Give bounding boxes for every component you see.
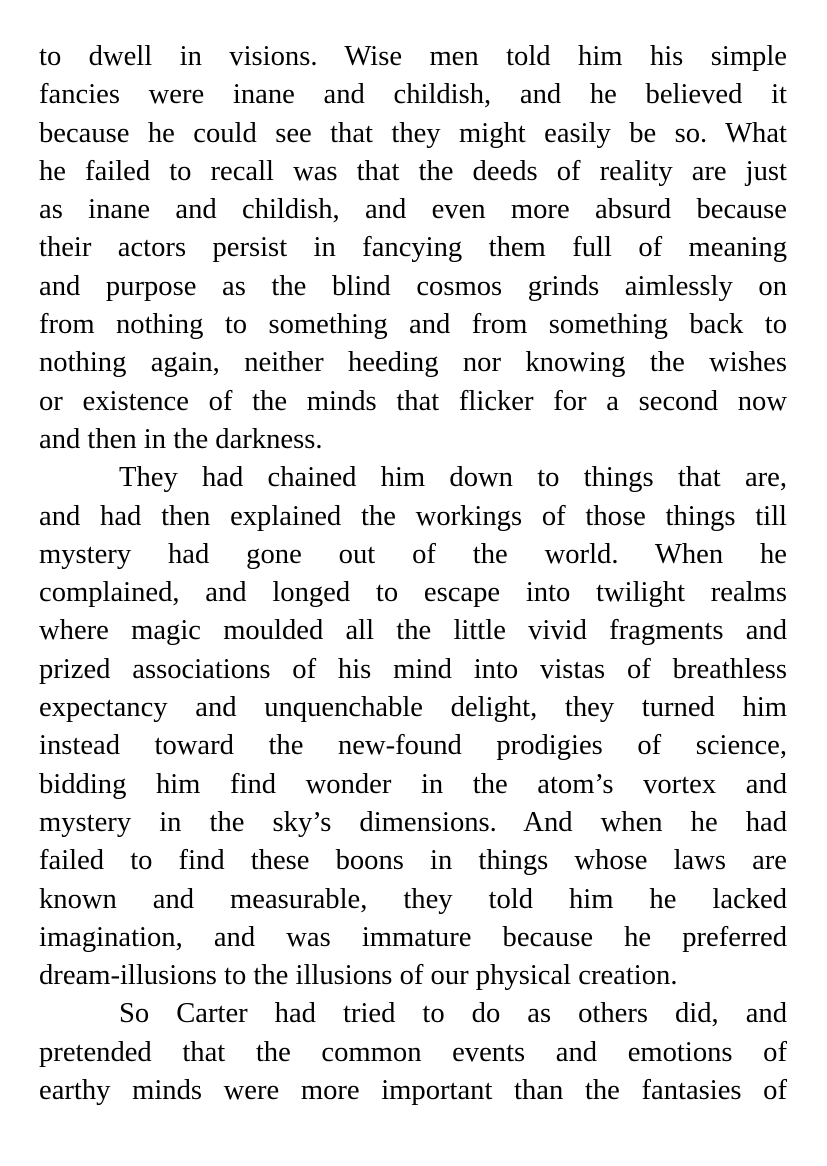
- text-line: and purpose as the blind cosmos grinds aimlessly on: [39, 270, 787, 302]
- text-line: pretended that the common events and emotions of: [39, 1036, 787, 1068]
- text-line: So Carter had tried to do as others did, and: [119, 998, 787, 1030]
- text-line: to dwell in visions. Wise men told him his simple: [39, 41, 787, 72]
- text-line: known and measurable, they told him he lacked: [39, 883, 787, 915]
- paragraph-2: [39, 459, 787, 995]
- text-line: as inane and childish, and even more absurd because: [39, 194, 787, 226]
- text-line: and had then explained the workings of those things till: [39, 500, 787, 532]
- text-line: from nothing to something and from something back to: [39, 309, 787, 341]
- text-line: where magic moulded all the little vivid fragments and: [39, 615, 787, 647]
- text-line: or existence of the minds that flicker for a second now: [39, 385, 787, 417]
- text-line: imagination, and was immature because he preferred: [39, 921, 787, 953]
- text-line: mystery in the sky’s dimensions. And when he had: [39, 806, 787, 838]
- text-line: fancies were inane and childish, and he believed it: [39, 79, 787, 111]
- text-line: earthy minds were more important than the fantasies of: [39, 1075, 787, 1107]
- text-line: expectancy and unquenchable delight, they turned him: [39, 692, 787, 724]
- text-line: instead toward the new-found prodigies of science,: [39, 730, 787, 762]
- text-line: failed to find these boons in things whose laws are: [39, 845, 787, 877]
- text-line: prized associations of his mind into vistas of breathless: [39, 653, 787, 685]
- text-line: he failed to recall was that the deeds of reality are just: [39, 155, 787, 187]
- text-line: and then in the darkness.: [39, 423, 323, 455]
- paragraph-3: [39, 995, 787, 1110]
- text-line: nothing again, neither heeding nor knowing the wishes: [39, 347, 787, 379]
- text-line: mystery had gone out of the world. When he: [39, 538, 787, 570]
- paragraph-1: [39, 38, 787, 459]
- text-line: because he could see that they might easily be so. What: [39, 117, 787, 149]
- text-line: bidding him find wonder in the atom’s vortex and: [39, 768, 787, 800]
- text-line: They had chained him down to things that are,: [119, 462, 787, 494]
- text-line: their actors persist in fancying them full of meaning: [39, 232, 787, 264]
- document-page: [39, 38, 787, 1110]
- text-line: dream-illusions to the illusions of our physical creation.: [39, 960, 678, 992]
- text-line: complained, and longed to escape into twilight realms: [39, 577, 787, 609]
